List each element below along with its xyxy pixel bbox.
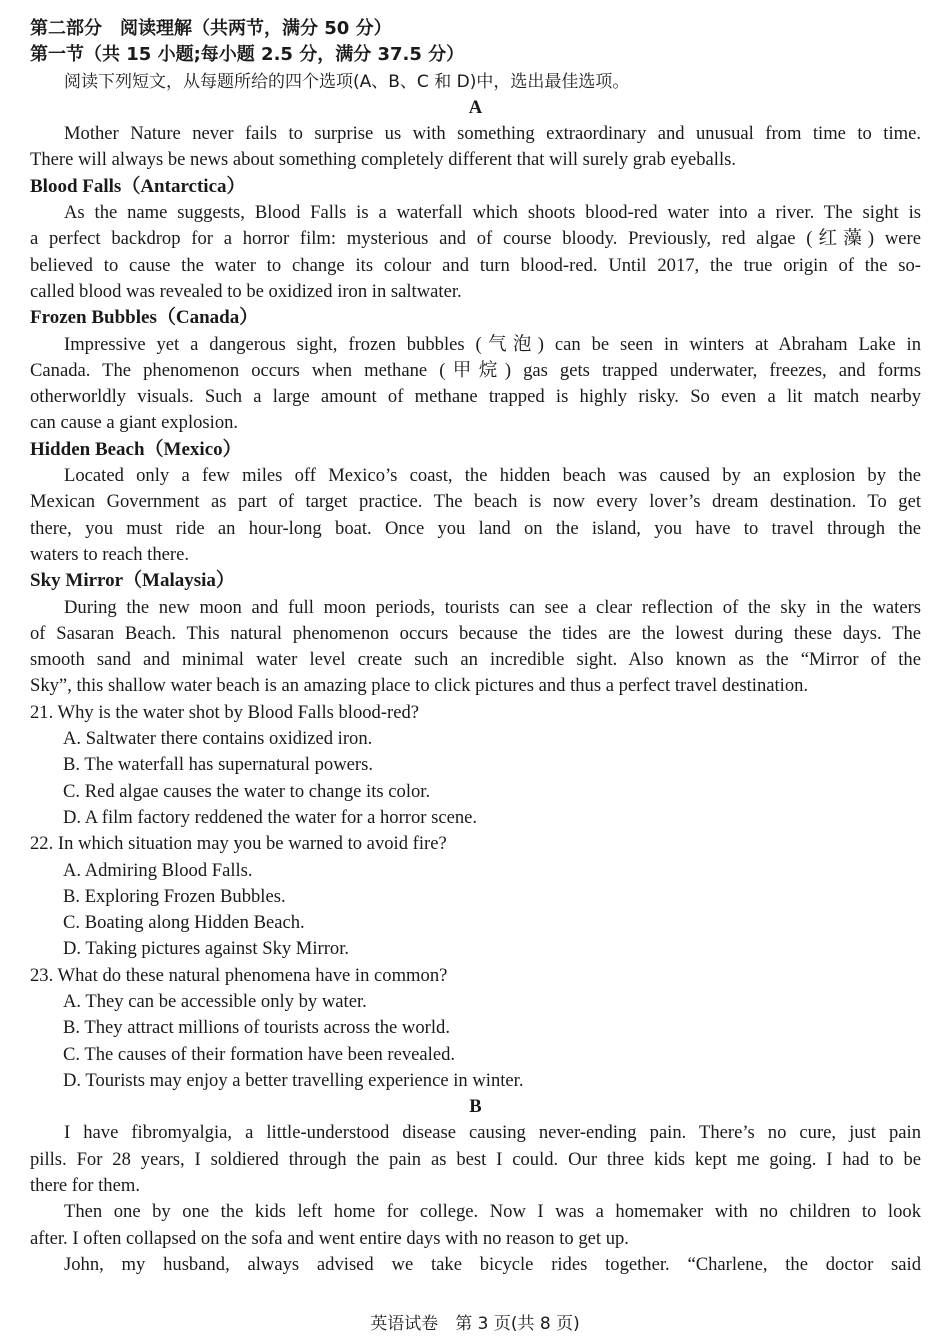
answer-option: D. Taking pictures against Sky Mirror. [63,938,350,960]
answer-option: C. Boating along Hidden Beach. [63,912,305,934]
answer-option: D. A film factory reddened the water for a horror scene. [63,806,478,828]
intro-line: There will always be news about something completely different that will surely grab eyeballs. [30,149,737,171]
answer-option: A. They can be accessible only by water. [63,990,367,1012]
passage-b [30,1120,921,1278]
paragraph-line: Mexican Government as part of target practice. The beach is now every lover’s dream destination. To get [30,491,921,513]
paragraph-line: Impressive yet a dangerous sight, frozen bubbles (气泡) can be seen in winters at Abraham Lake in [64,333,921,355]
question-stem: 22. In which situation may you be warned to avoid fire? [30,833,447,855]
paragraph-line: I have fibromyalgia, a little-understood disease causing never-ending pain. There’s no cure, just pain [64,1122,921,1144]
answer-option: B. They attract millions of tourists across the world. [63,1017,450,1039]
answer-option: A. Saltwater there contains oxidized iron. [63,728,373,750]
passage-a [30,121,921,700]
question-stem: 23. What do these natural phenomena have in common? [30,964,448,986]
section-title: 第一节（共 15 小题;每小题 2.5 分，满分 37.5 分） [30,44,465,66]
answer-option: C. The causes of their formation have been revealed. [63,1043,456,1065]
paragraph-line: a perfect backdrop for a horror film: mysterious and of course bloody. Previously, red algae (红藻) were [30,228,921,250]
answer-option: B. Exploring Frozen Bubbles. [63,885,286,907]
paragraph-line: As the name suggests, Blood Falls is a waterfall which shoots blood-red water into a river. The sight is [64,202,921,224]
section-heading: Frozen Bubbles（Canada） [30,307,259,329]
answer-option: D. Tourists may enjoy a better travelling experience in winter. [63,1069,524,1091]
paragraph-line: During the new moon and full moon periods, tourists can see a clear reflection of the sky in the waters [64,596,921,618]
paragraph-line: pills. For 28 years, I soldiered through the pain as best I could. Our three kids kept me going. I had to be [30,1148,921,1170]
paragraph-line: John, my husband, always advised we take bicycle rides together. “Charlene, the doctor said [64,1253,921,1275]
answer-option: C. Red algae causes the water to change its color. [63,780,431,802]
questions [30,700,921,1094]
answer-option: B. The waterfall has supernatural powers. [63,754,373,776]
paragraph-line: Canada. The phenomenon occurs when methane (甲烷) gas gets trapped underwater, freezes, and forms [30,359,921,381]
paragraph-line: of Sasaran Beach. This natural phenomenon occurs because the tides are the lowest during these days. The [30,622,921,644]
passage-b-label: B [469,1096,482,1118]
section-heading: Hidden Beach（Mexico） [30,438,242,460]
paragraph-line: Located only a few miles off Mexico’s coast, the hidden beach was caused by an explosion by the [64,465,921,487]
question-stem: 21. Why is the water shot by Blood Falls blood-red? [30,701,420,723]
paragraph-line: believed to cause the water to change its colour and turn blood-red. Until 2017, the true origin of the so- [30,254,921,276]
paragraph-line: can cause a giant explosion. [30,412,239,434]
section-heading: Blood Falls（Antarctica） [30,175,246,197]
page-footer: 英语试卷 第 3 页(共 8 页) [370,1314,580,1334]
intro-line: Mother Nature never fails to surprise us with something extraordinary and unusual from time to time. [64,123,921,145]
paragraph-line: Then one by one the kids left home for college. Now I was a homemaker with no children to look [64,1201,921,1223]
paragraph-line: there, you must ride an hour-long boat. Once you land on the island, you have to travel through the [30,517,921,539]
instructions: 阅读下列短文，从每题所给的四个选项(A、B、C 和 D)中，选出最佳选项。 [64,71,630,92]
exam-page [30,16,921,1278]
paragraph-line: waters to reach there. [30,543,189,565]
paragraph-line: Sky”, this shallow water beach is an amazing place to click pictures and thus a perfect travel destination. [30,675,809,697]
answer-option: A. Admiring Blood Falls. [63,859,253,881]
paragraph-line: there for them. [30,1175,140,1197]
section-heading: Sky Mirror（Malaysia） [30,570,235,592]
paragraph-line: after. I often collapsed on the sofa and went entire days with no reason to get up. [30,1227,629,1249]
part-title: 第二部分 阅读理解（共两节，满分 50 分） [30,18,392,39]
paragraph-line: called blood was revealed to be oxidized iron in saltwater. [30,280,462,302]
paragraph-line: smooth sand and minimal water level create such an incredible sight. Also known as the “Mirror of the [30,649,921,671]
passage-a-label: A [468,96,483,118]
paragraph-line: otherworldly visuals. Such a large amount of methane trapped is highly risky. So even a lit match nearby [30,386,921,408]
